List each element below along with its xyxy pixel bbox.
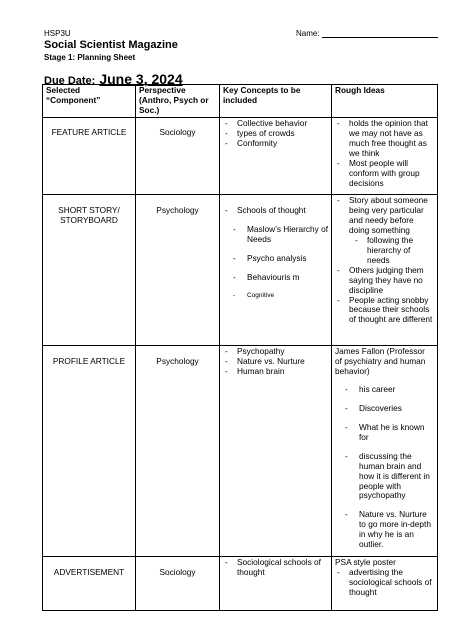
list-item: - Others judging them saying they have no discipline bbox=[335, 266, 434, 296]
table-row bbox=[43, 195, 438, 346]
ideas-cell bbox=[332, 118, 438, 195]
concepts-cell bbox=[220, 557, 332, 611]
header-ideas: Rough Ideas bbox=[332, 85, 438, 118]
list-item: - Story about someone being very particular and needy before doing something bbox=[335, 196, 434, 236]
concepts-cell bbox=[220, 118, 332, 195]
ideas-cell bbox=[332, 195, 438, 346]
list-item: - What he is known for bbox=[335, 423, 434, 443]
list-item: - Schools of thought bbox=[223, 206, 328, 216]
list-item: - Most people will conform with group decisions bbox=[335, 159, 434, 189]
ideas-cell bbox=[332, 557, 438, 611]
header-perspective: Perspective (Anthro, Psych or Soc.) bbox=[136, 85, 220, 118]
planning-table bbox=[42, 84, 438, 611]
name-line bbox=[322, 37, 438, 38]
due-date-value: June 3, 2024 bbox=[99, 71, 183, 87]
header-concepts: Key Concepts to be included bbox=[220, 85, 332, 118]
list-item: - Collective behavior bbox=[223, 119, 328, 129]
advertisement-format: PSA style poster bbox=[335, 557, 396, 567]
table-row bbox=[43, 346, 438, 557]
list-item: - types of crowds bbox=[223, 129, 328, 139]
table-row bbox=[43, 118, 438, 195]
table-row bbox=[43, 557, 438, 611]
name-label: Name: bbox=[296, 29, 320, 38]
list-item: - Nature vs. Nurture bbox=[223, 357, 328, 367]
perspective-cell: Psychology bbox=[136, 346, 220, 557]
list-item: - Discoveries bbox=[335, 404, 434, 414]
component-cell: SHORT STORY/ STORYBOARD bbox=[43, 195, 136, 346]
due-date-label: Due Date: bbox=[44, 75, 96, 87]
list-item: - People acting snobby because their schools of thought are different bbox=[335, 296, 434, 326]
list-item: - Psycho analysis bbox=[223, 254, 328, 264]
list-item: - Maslow’s Hierarchy of Needs bbox=[223, 225, 328, 245]
magazine-title: Social Scientist Magazine bbox=[44, 39, 178, 51]
list-item: - Psychopathy bbox=[223, 347, 328, 357]
perspective-cell: Psychology bbox=[136, 195, 220, 346]
list-item: - Behaviouris m bbox=[223, 273, 328, 283]
concepts-cell bbox=[220, 346, 332, 557]
concepts-cell bbox=[220, 195, 332, 346]
list-item: - discussing the human brain and how it is different in people with psychopathy bbox=[335, 452, 434, 502]
list-item: - Conformity bbox=[223, 139, 328, 149]
component-cell: ADVERTISEMENT bbox=[43, 557, 136, 611]
perspective-cell: Sociology bbox=[136, 118, 220, 195]
list-item: - Nature vs. Nurture to go more in-depth in why he is an outlier. bbox=[335, 510, 434, 550]
list-item: - following the hierarchy of needs bbox=[335, 236, 434, 266]
list-item: - holds the opinion that we may not have as much free thought as we think bbox=[335, 119, 434, 159]
list-item: - Cognitive bbox=[223, 292, 328, 300]
list-item: - his career bbox=[335, 385, 434, 395]
perspective-cell: Sociology bbox=[136, 557, 220, 611]
header-component: Selected “Component” bbox=[43, 85, 136, 118]
component-cell: PROFILE ARTICLE bbox=[43, 346, 136, 557]
component-cell: FEATURE ARTICLE bbox=[43, 118, 136, 195]
course-code: HSP3U bbox=[44, 29, 71, 38]
stage-subtitle: Stage 1: Planning Sheet bbox=[44, 53, 136, 62]
list-item: - Sociological schools of thought bbox=[223, 558, 328, 578]
table-header-row bbox=[43, 85, 438, 118]
ideas-cell bbox=[332, 346, 438, 557]
profile-subject: James Fallon (Professor of psychiatry and human behavior) bbox=[335, 346, 426, 376]
list-item: - Human brain bbox=[223, 367, 328, 377]
list-item: - advertising the sociological schools of thought bbox=[335, 568, 434, 598]
